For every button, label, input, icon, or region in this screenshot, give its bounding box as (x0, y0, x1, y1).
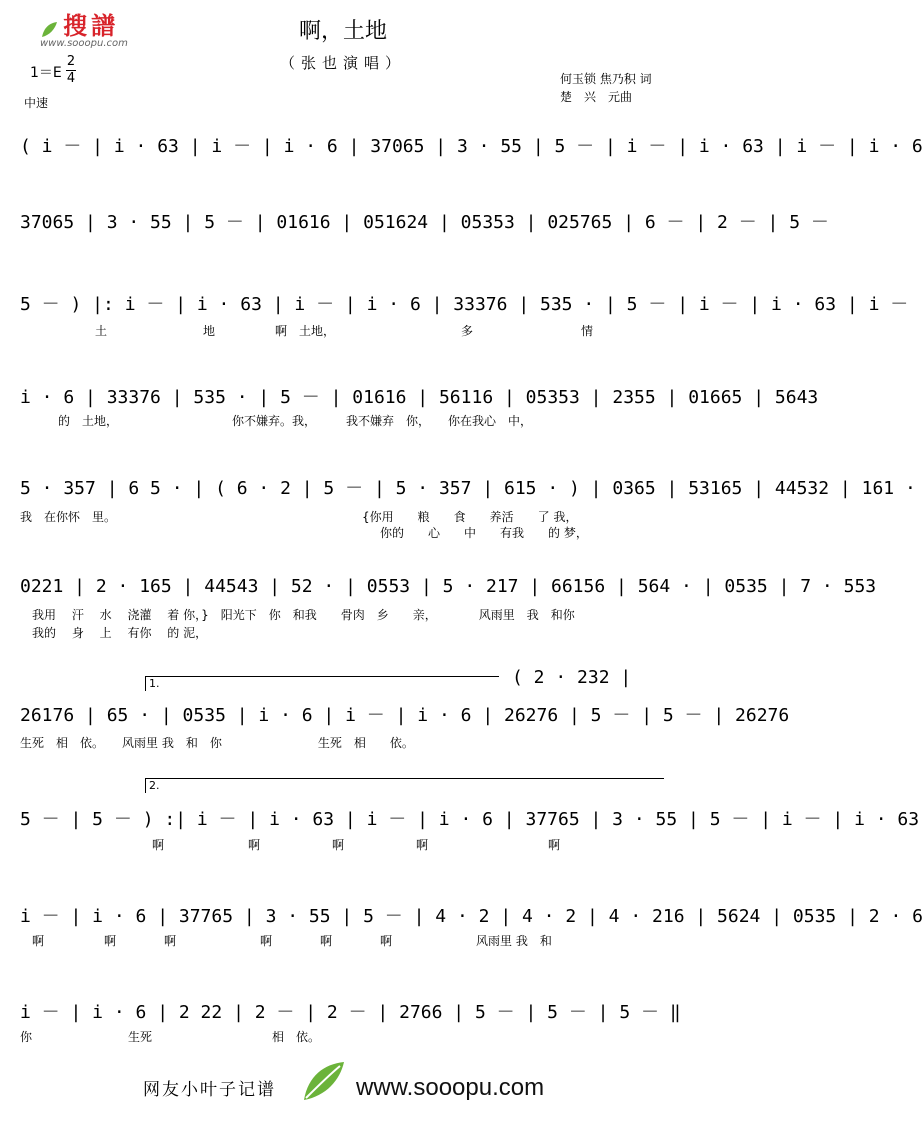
tempo-marking: 中速 (24, 96, 49, 110)
system-7-lyrics: 生死 相 依。 风雨里 我 和 你 生死 相 依。 (20, 736, 414, 750)
system-6-lyrics-2: 我的 身 上 有你 的 泥， (32, 626, 208, 640)
credits (560, 70, 652, 106)
system-7-upper: ( 2 · 232 | (512, 667, 632, 688)
footer-url-link[interactable]: www.sooopu.com (356, 1074, 545, 1101)
system-1-notes: ( i － | i · 63 | i － | i · 6 | 37065 | 3 · 55 | 5 － | i － | i · 63 | i － | i · 6 (20, 136, 923, 157)
logo-site: www.sooopu.com (40, 38, 128, 49)
volta-1: 1. (145, 676, 499, 691)
system-2-notes: 37065 | 3 · 55 | 5 － | 01616 | 051624 | 05353 | 025765 | 6 － | 2 － | 5 － (20, 212, 829, 233)
song-title: 啊，土地 (298, 19, 387, 44)
song-subtitle: （张也演唱） (279, 54, 406, 72)
system-4-notes: i · 6 | 33376 | 535 · | 5 － | 01616 | 56116 | 05353 | 2355 | 01665 | 5643 (20, 387, 819, 408)
time-bottom: 4 (66, 71, 76, 86)
lyricist: 何玉锁 焦乃积 词 (560, 72, 652, 86)
system-6-lyrics-1: 我用 汗 水 浇灌 着 你，} 阳光下 你 和我 骨肉 乡 亲， 风雨里 我 和你 (32, 608, 575, 622)
system-3-lyrics: 土 地 啊 土地， 多 情 (95, 324, 594, 338)
system-3-notes: 5 － ) |: i － | i · 63 | i － | i · 6 | 33376 | 535 · | 5 － | i － | i · 63 | i － (20, 294, 909, 315)
system-9-notes: i － | i · 6 | 37765 | 3 · 55 | 5 － | 4 · 2 | 4 · 2 | 4 · 216 | 5624 | 0535 | 2 · 6 (20, 906, 923, 927)
system-5-notes: 5 · 357 | 6 5 · | ( 6 · 2 | 5 － | 5 · 357 | 615 · ) | 0365 | 53165 | 44532 | 161 · (20, 478, 916, 499)
transcriber-credit: 网友小叶子记谱 (143, 1080, 276, 1100)
composer: 楚 兴 元曲 (560, 90, 633, 104)
key-signature: 1＝E (30, 65, 62, 81)
system-5-lyrics-1: 我 在你怀 里。 {你用 粮 食 养活 了 我， (20, 510, 578, 524)
system-5-lyrics-2: 你的 心 中 有我 的 梦， (20, 526, 588, 540)
system-6-notes: 0221 | 2 · 165 | 44543 | 52 · | 0553 | 5 · 217 | 66156 | 564 · | 0535 | 7 · 553 (20, 576, 877, 597)
time-top: 2 (66, 54, 76, 69)
time-signature (66, 54, 76, 87)
system-8-notes: 5 － | 5 － ) :| i － | i · 63 | i － | i · 6 | 37765 | 3 · 55 | 5 － | i － | i · 63 (20, 809, 920, 830)
leaf-icon (300, 1058, 346, 1108)
logo-brand: 搜譜 (63, 12, 120, 40)
system-10-notes: i － | i · 6 | 2 22 | 2 － | 2 － | 2766 | 5 － | 5 － | 5 － ‖ (20, 1002, 681, 1023)
volta-2: 2. (145, 778, 664, 793)
system-10-lyrics: 你 生死 相 依。 (20, 1030, 321, 1044)
system-4-lyrics: 的 土地， 你不嫌弃。我， 我不嫌弃 你， 你在我心 中， (58, 414, 533, 428)
system-8-lyrics: 啊 啊 啊 啊 啊 (152, 838, 561, 852)
system-7-notes: 26176 | 65 · | 0535 | i · 6 | i － | i · 6 | 26276 | 5 － | 5 － | 26276 (20, 705, 790, 726)
system-9-lyrics: 啊 啊 啊 啊 啊 啊 风雨里 我 和 (32, 934, 552, 948)
